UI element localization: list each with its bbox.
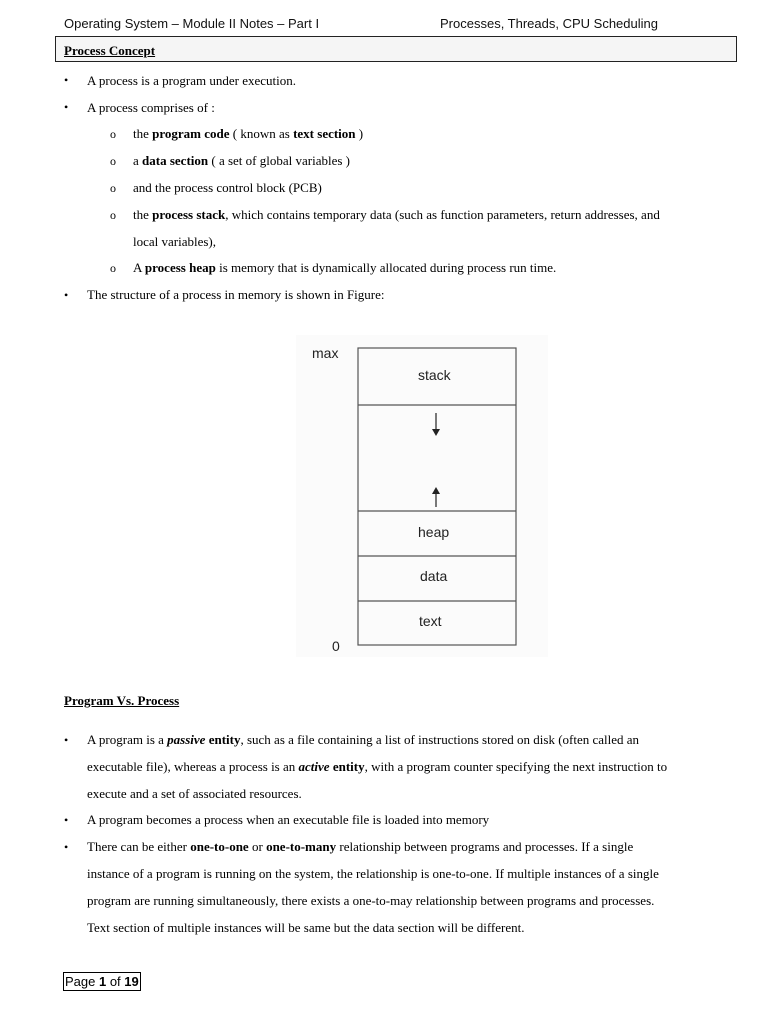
segment-stack: stack — [418, 367, 451, 383]
section-title-process-concept: Process Concept — [64, 43, 156, 58]
bullet-text: A process is a program under execution. — [87, 73, 297, 88]
bullet-icon: • — [64, 813, 69, 827]
bullet-text-cont: instance of a program is running on the system, the relationship is one-to-one. If multiple instances of a single — [87, 866, 659, 881]
sub-bullet-icon: o — [110, 154, 116, 168]
bullet-text-cont: execute and a set of associated resources. — [87, 786, 302, 801]
header-title: Operating System – Module II Notes – Part I — [64, 16, 320, 31]
sub-bullet-text: the process stack, which contains temporary data (such as function parameters, return addresses, and — [133, 207, 660, 222]
bullet-text: A program is a passive entity, such as a file containing a list of instructions stored on disk (often called an — [87, 732, 640, 747]
bullet-text-cont: program are running simultaneously, there exists a one-to-may relationship between programs and processes. — [87, 893, 655, 908]
sub-bullet-text: A process heap is memory that is dynamically allocated during process run time. — [133, 260, 557, 275]
max-label: max — [312, 345, 339, 361]
segment-data: data — [420, 568, 448, 584]
bullet-text-cont: Text section of multiple instances will be same but the data section will be different. — [87, 920, 525, 935]
header-topic: Processes, Threads, CPU Scheduling — [440, 16, 658, 31]
zero-label: 0 — [332, 638, 340, 654]
sub-bullet-icon: o — [110, 181, 116, 195]
sub-bullet-text: the program code ( known as text section ) — [133, 126, 364, 141]
memory-layout-diagram — [296, 335, 548, 657]
bullet-text: The structure of a process in memory is shown in Figure: — [87, 287, 385, 302]
segment-text: text — [419, 613, 442, 629]
bullet-text: There can be either one-to-one or one-to-many relationship between programs and processes. If a single — [87, 839, 634, 854]
sub-bullet-text: a data section ( a set of global variables ) — [133, 153, 350, 168]
bullet-text-cont: executable file), whereas a process is an active entity, with a program counter specifying the next instruction to — [87, 759, 668, 774]
bullet-text: A program becomes a process when an executable file is loaded into memory — [87, 812, 490, 827]
section-title-program-vs-process: Program Vs. Process — [64, 693, 180, 708]
sub-bullet-icon: o — [110, 261, 116, 275]
down-arrow-icon — [432, 429, 440, 436]
bullet-text: A process comprises of : — [87, 100, 215, 115]
bullet-icon: • — [64, 73, 69, 87]
sub-bullet-text-cont: local variables), — [133, 234, 217, 249]
sub-bullet-icon: o — [110, 127, 116, 141]
sub-bullet-text: and the process control block (PCB) — [133, 180, 322, 195]
bullet-icon: • — [64, 288, 69, 302]
bullet-icon: • — [64, 100, 69, 114]
bullet-icon: • — [64, 733, 69, 747]
section-heading-box — [55, 36, 737, 62]
bullet-icon: • — [64, 840, 69, 854]
process-memory-figure — [296, 335, 548, 657]
up-arrow-icon — [432, 487, 440, 494]
segment-heap: heap — [418, 524, 450, 540]
page-number: Page 1 of 19 — [65, 974, 139, 989]
sub-bullet-icon: o — [110, 208, 116, 222]
